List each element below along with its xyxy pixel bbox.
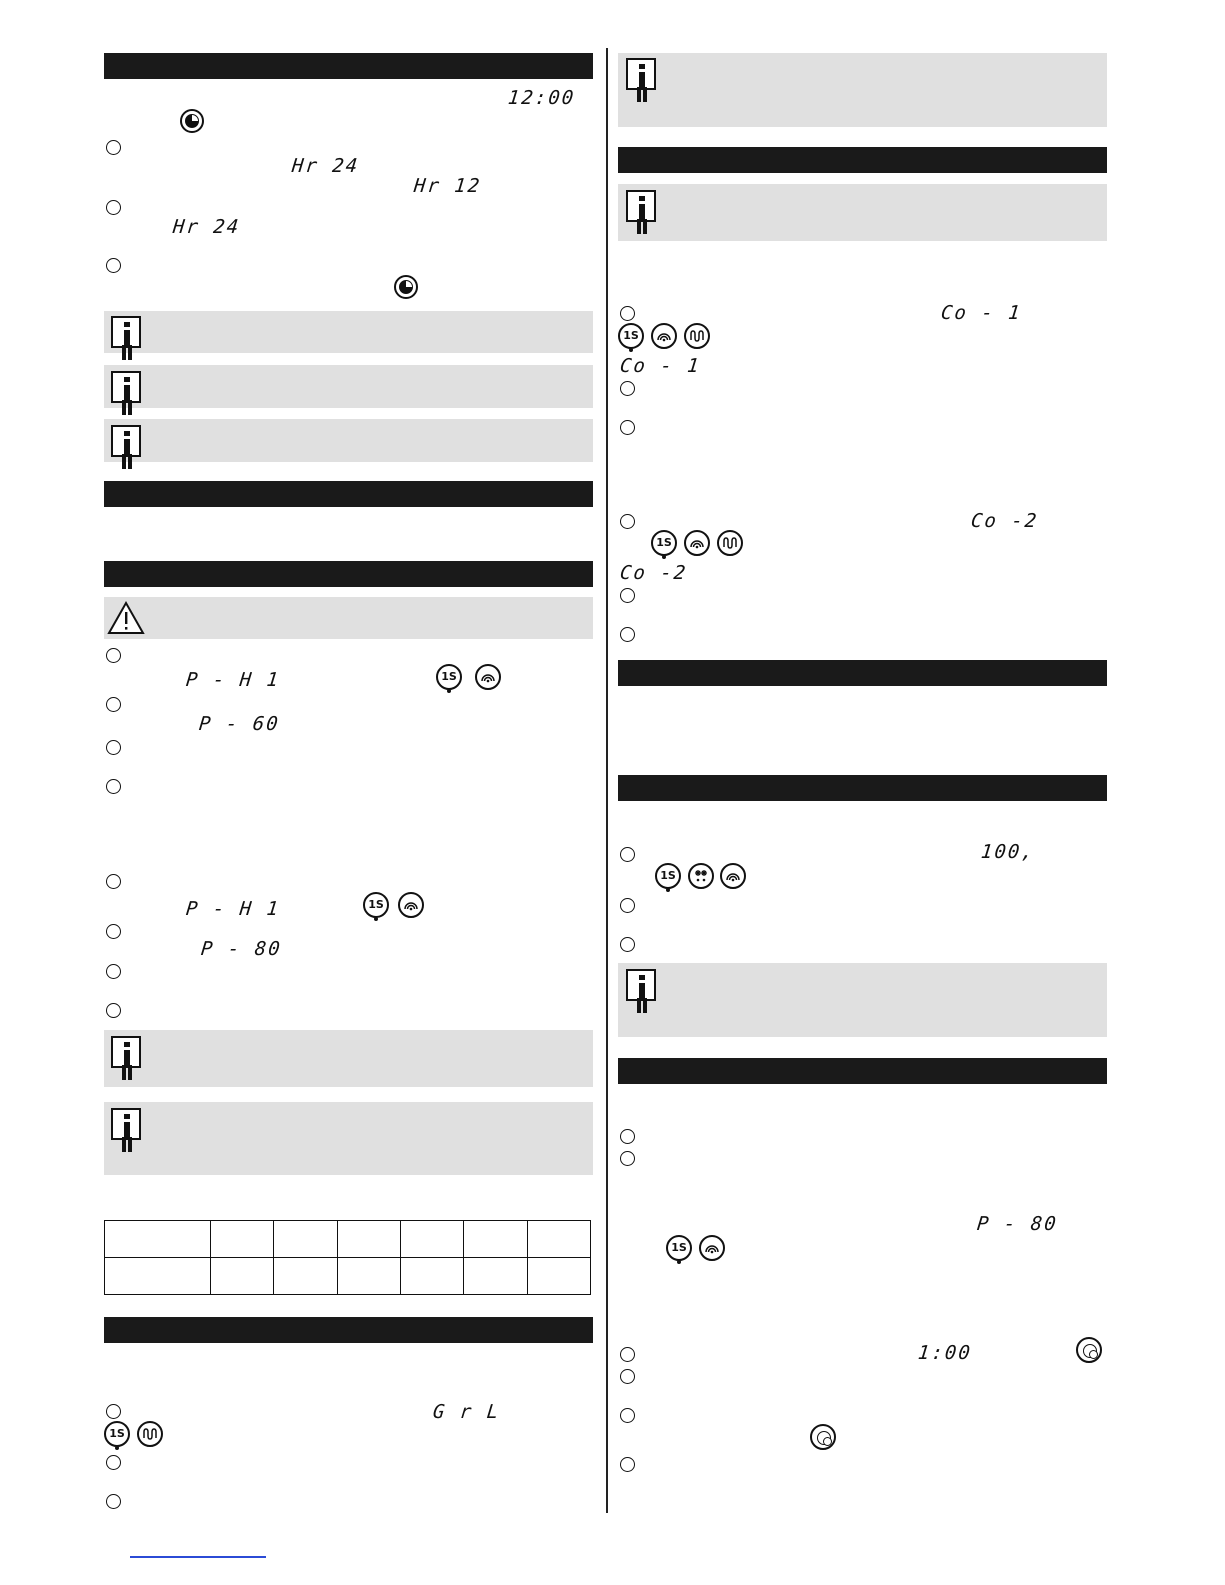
section-header-bar	[104, 481, 593, 507]
grill-icon	[717, 530, 743, 556]
lcd-display-co1: Co - 1	[939, 302, 1023, 324]
step-circle-icon	[106, 779, 121, 794]
step-circle-icon	[106, 1404, 121, 1419]
one-second-button-icon: 1S	[618, 323, 644, 349]
warning-triangle-icon	[107, 600, 145, 636]
table-cell	[527, 1258, 590, 1295]
one-second-button-icon: 1S	[655, 863, 681, 889]
step-circle-icon	[106, 140, 121, 155]
clock-icon	[180, 109, 204, 133]
lcd-display-p-h1: P - H 1	[184, 669, 282, 691]
step-circle-icon	[106, 258, 121, 273]
grill-icon	[684, 323, 710, 349]
step-circle-icon	[106, 648, 121, 663]
info-icon	[626, 58, 656, 90]
table-cell	[337, 1221, 400, 1258]
section-header-bar	[618, 775, 1107, 801]
table-cell	[400, 1258, 463, 1295]
info-icon	[111, 316, 141, 348]
lcd-display-100: 100,	[979, 841, 1036, 863]
footer-link-underline	[130, 1556, 266, 1558]
microwave-icon	[699, 1235, 725, 1261]
info-icon	[111, 371, 141, 403]
table-cell	[274, 1258, 337, 1295]
step-circle-icon	[620, 1129, 635, 1144]
lcd-display-p-60: P - 60	[197, 713, 281, 735]
table-cell	[274, 1221, 337, 1258]
step-circle-icon	[620, 847, 635, 862]
info-note-box	[104, 1102, 593, 1175]
lcd-display-p-80: P - 80	[975, 1213, 1059, 1235]
step-circle-icon	[106, 1455, 121, 1470]
step-circle-icon	[620, 420, 635, 435]
step-circle-icon	[620, 1457, 635, 1472]
step-circle-icon	[620, 937, 635, 952]
section-header-bar	[618, 1058, 1107, 1084]
info-note-box	[104, 1030, 593, 1087]
info-icon	[626, 969, 656, 1001]
one-second-button-icon: 1S	[104, 1421, 130, 1447]
section-header-bar	[104, 561, 593, 587]
lcd-display-p-80: P - 80	[199, 938, 283, 960]
step-circle-icon	[106, 200, 121, 215]
info-note-box	[104, 419, 593, 462]
microwave-icon	[398, 892, 424, 918]
data-table	[104, 1220, 591, 1295]
clock-icon	[394, 275, 418, 299]
microwave-icon	[720, 863, 746, 889]
microwave-icon	[651, 323, 677, 349]
table-cell	[464, 1258, 527, 1295]
section-header-bar	[104, 53, 593, 79]
step-circle-icon	[106, 874, 121, 889]
step-circle-icon	[620, 588, 635, 603]
section-header-bar	[104, 1317, 593, 1343]
section-header-bar	[618, 147, 1107, 173]
lcd-display-co2: Co -2	[969, 510, 1040, 532]
step-circle-icon	[106, 964, 121, 979]
table-row	[105, 1258, 591, 1295]
step-circle-icon	[620, 1408, 635, 1423]
info-icon	[111, 425, 141, 457]
step-circle-icon	[106, 1494, 121, 1509]
info-icon	[626, 190, 656, 222]
timer-icon	[810, 1424, 836, 1450]
lcd-display-hr12: Hr 12	[412, 175, 483, 197]
table-cell	[400, 1221, 463, 1258]
warning-note-box	[104, 597, 593, 639]
one-second-button-icon: 1S	[436, 664, 462, 690]
table-cell	[105, 1258, 211, 1295]
column-divider	[606, 48, 608, 1513]
one-second-button-icon: 1S	[363, 892, 389, 918]
step-circle-icon	[106, 740, 121, 755]
step-circle-icon	[620, 1347, 635, 1362]
info-note-box	[104, 365, 593, 408]
info-note-box	[618, 184, 1107, 241]
lcd-display-hr24: Hr 24	[290, 155, 361, 177]
step-circle-icon	[620, 1369, 635, 1384]
table-cell	[337, 1258, 400, 1295]
info-icon	[111, 1108, 141, 1140]
lcd-display-co2: Co -2	[618, 562, 689, 584]
step-circle-icon	[620, 1151, 635, 1166]
grill-icon	[137, 1421, 163, 1447]
lcd-display-clock-1-00: 1:00	[916, 1342, 973, 1364]
step-circle-icon	[620, 627, 635, 642]
table-cell	[210, 1258, 273, 1295]
lcd-display-hr24: Hr 24	[171, 216, 242, 238]
step-circle-icon	[106, 1003, 121, 1018]
one-second-button-icon: 1S	[666, 1235, 692, 1261]
table-cell	[464, 1221, 527, 1258]
defrost-icon	[688, 863, 714, 889]
step-circle-icon	[106, 924, 121, 939]
lcd-display-co1: Co - 1	[618, 355, 702, 377]
table-cell	[210, 1221, 273, 1258]
step-circle-icon	[106, 697, 121, 712]
section-header-bar	[618, 660, 1107, 686]
info-note-box	[104, 311, 593, 353]
microwave-icon	[475, 664, 501, 690]
info-note-box	[618, 963, 1107, 1037]
lcd-display-clock: 12:00	[506, 87, 577, 109]
one-second-button-icon: 1S	[651, 530, 677, 556]
step-circle-icon	[620, 306, 635, 321]
step-circle-icon	[620, 381, 635, 396]
table-row	[105, 1221, 591, 1258]
step-circle-icon	[620, 898, 635, 913]
step-circle-icon	[620, 514, 635, 529]
lcd-display-p-h1: P - H 1	[184, 898, 282, 920]
microwave-icon	[684, 530, 710, 556]
table-cell	[527, 1221, 590, 1258]
lcd-display-grl: G r L	[431, 1401, 502, 1423]
info-icon	[111, 1036, 141, 1068]
info-note-box	[618, 53, 1107, 127]
table-cell	[105, 1221, 211, 1258]
timer-icon	[1076, 1337, 1102, 1363]
